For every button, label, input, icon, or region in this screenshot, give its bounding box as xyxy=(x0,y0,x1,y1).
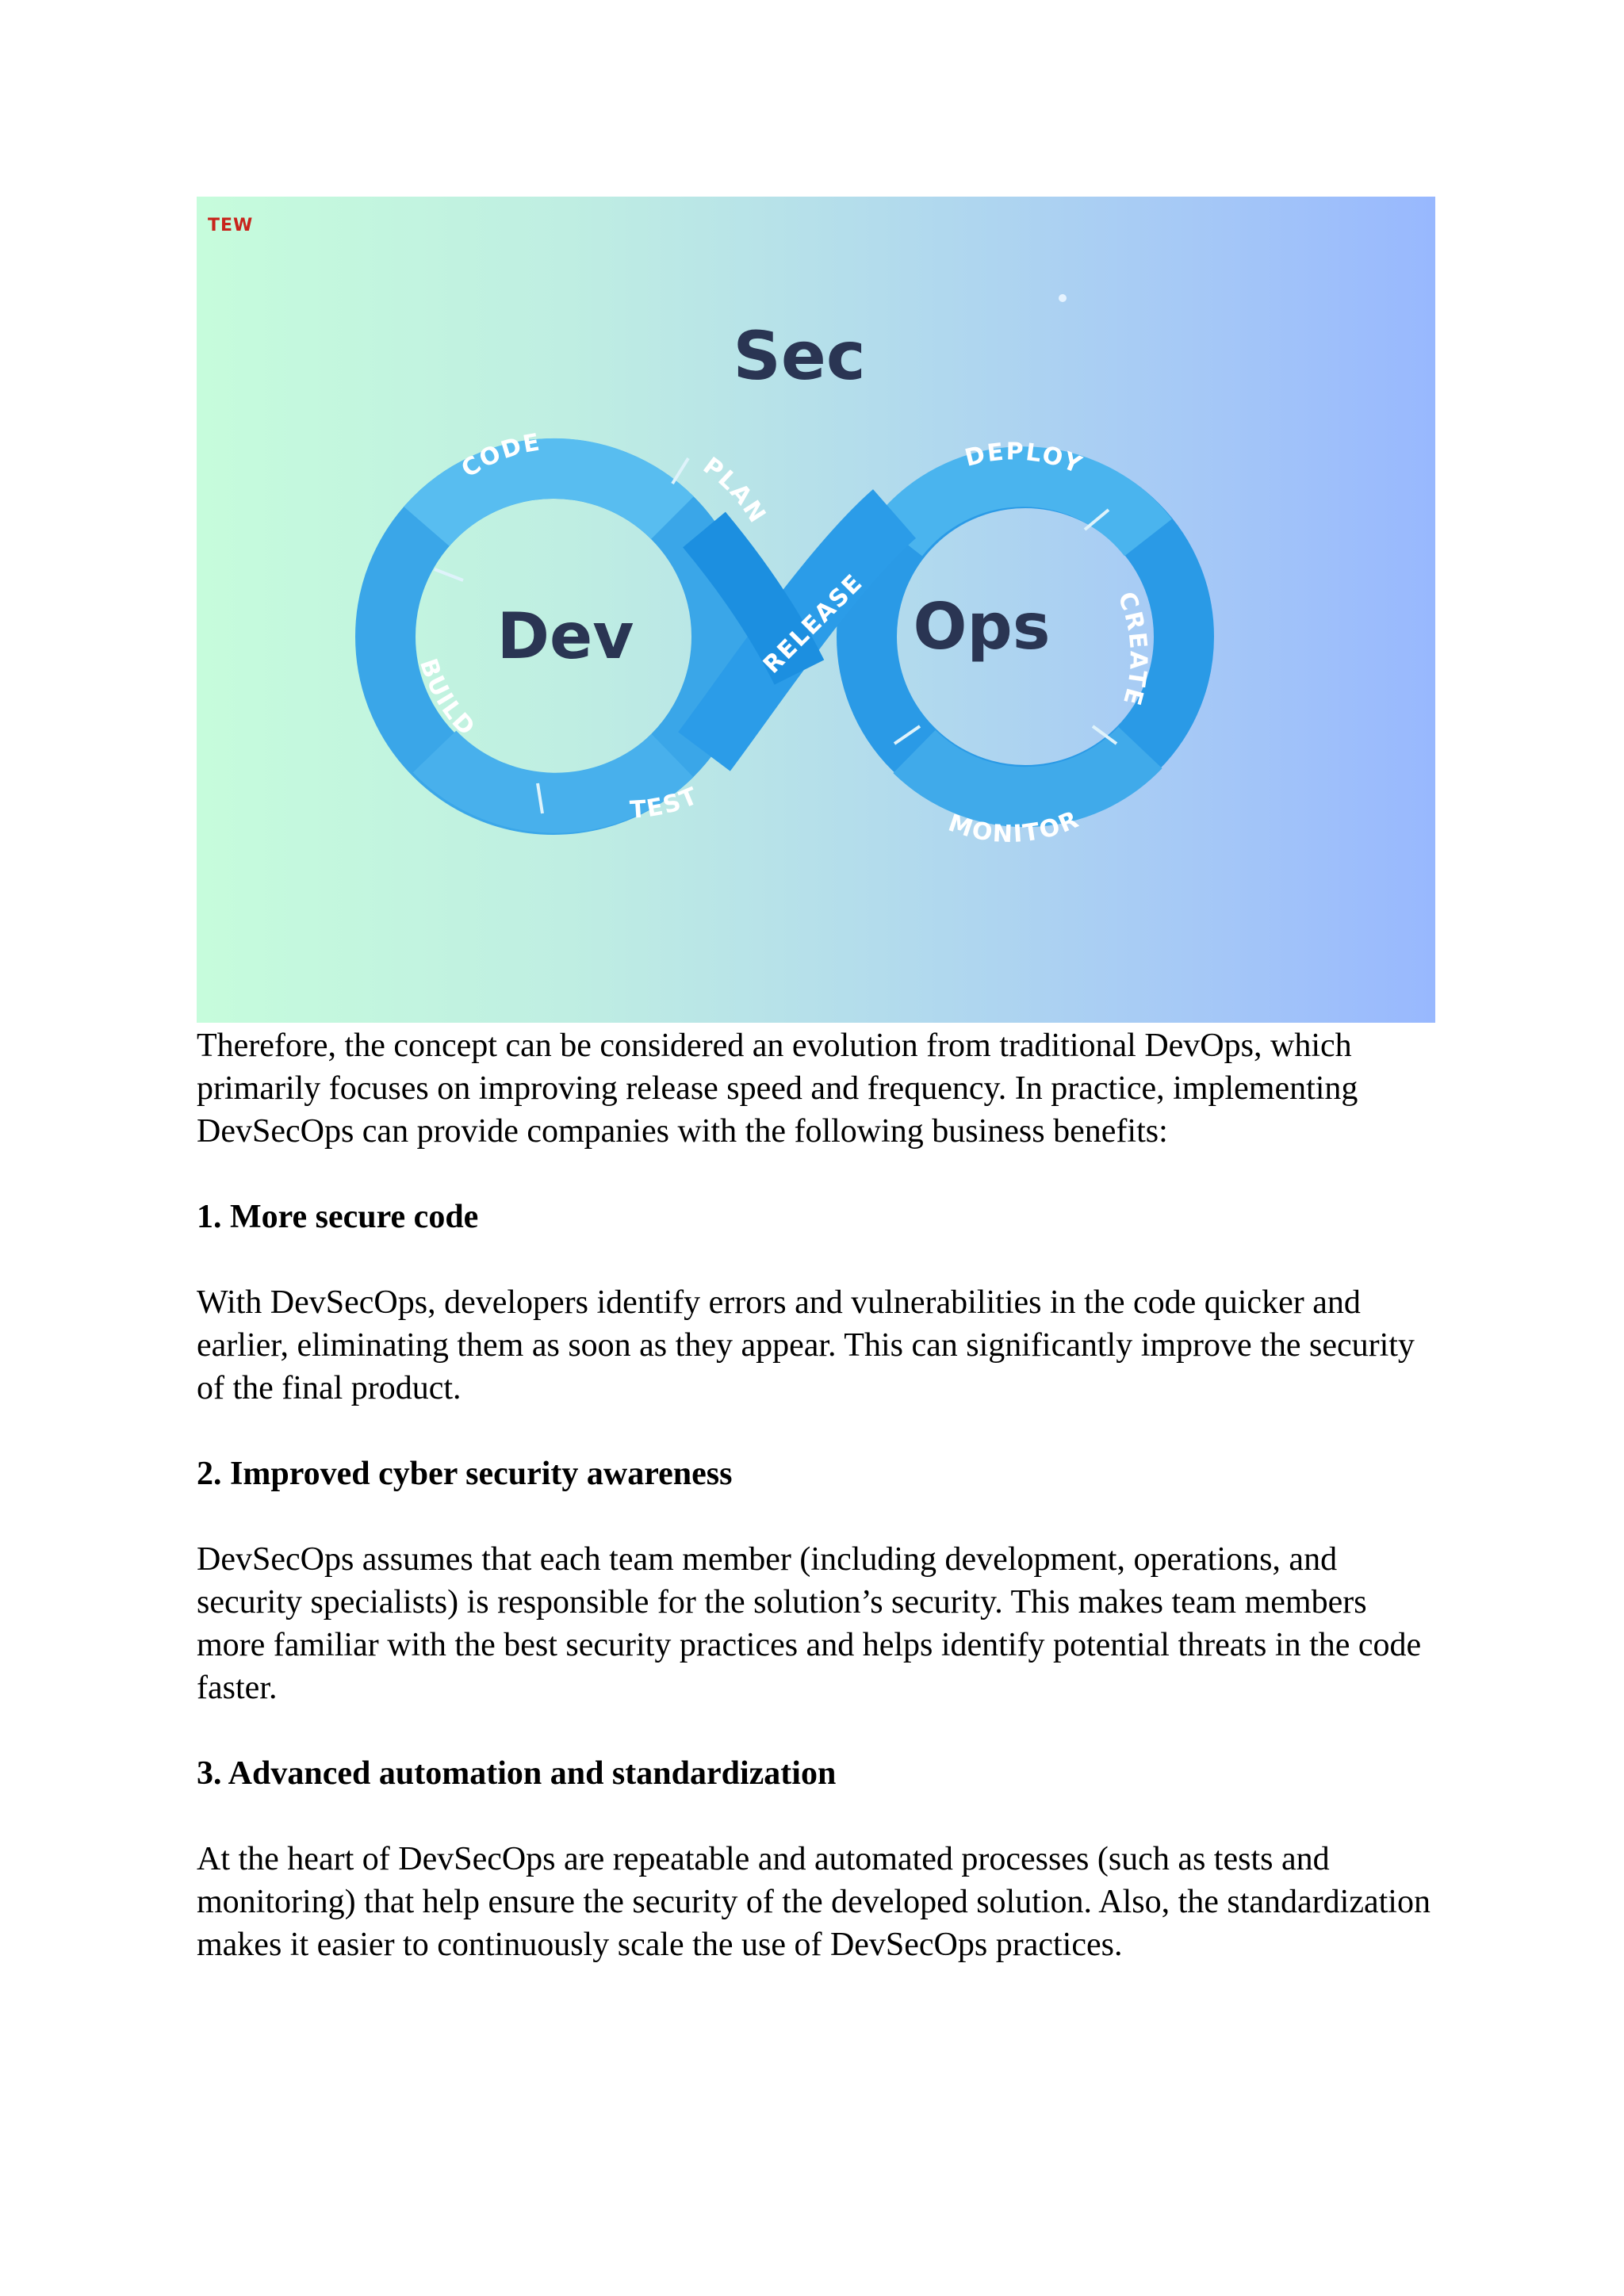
segment-label-test: TEST xyxy=(629,782,703,825)
segment-label-monitor: MONITOR xyxy=(944,805,1084,849)
article-body xyxy=(197,1024,1435,1966)
dev-ring-bottom-segment xyxy=(435,752,672,803)
dev-label: Dev xyxy=(496,599,634,673)
section-body-2: DevSecOps assumes that each team member (including development, operations, and security specialists) is responsible for the solution’s security. This makes team members more familiar with the best security practices and helps identify potential threats in the code faster. xyxy=(197,1541,1422,1706)
sec-title: Sec xyxy=(733,317,866,395)
infinity-diagram xyxy=(197,197,1435,1023)
segment-label-deploy: DEPLOY xyxy=(962,438,1087,480)
tew-watermark: TEW xyxy=(208,216,254,235)
sparkle-dot xyxy=(1059,294,1067,302)
segment-label-code: CODE xyxy=(456,428,543,484)
ops-label: Ops xyxy=(913,590,1051,664)
segment-label-build: BUILD xyxy=(413,655,481,743)
segment-label-create: CREATE xyxy=(1112,588,1152,710)
devsecops-infinity-figure xyxy=(197,197,1435,1023)
dev-ring-top-segment xyxy=(427,469,672,526)
section-heading-1: 1. More secure code xyxy=(197,1199,479,1235)
section-body-1: With DevSecOps, developers identify errors and vulnerabilities in the code quicker and earlier, eliminating them as soon as they appear. This can significantly improve the security of the final product. xyxy=(197,1284,1415,1406)
ops-ring-bottom-segment xyxy=(914,748,1140,797)
segment-label-release: RELEASE xyxy=(757,568,869,679)
intro-paragraph: Therefore, the concept can be considered an evolution from traditional DevOps, which primarily focuses on improving release speed and frequency. In practice, implementing DevSecOps can provide companies with the following business benefits: xyxy=(197,1027,1358,1150)
section-heading-3: 3. Advanced automation and standardization xyxy=(197,1755,837,1792)
section-body-3: At the heart of DevSecOps are repeatable and automated processes (such as tests and monitoring) that help ensure the security of the developed solution. Also, the standardization makes it easier to continuously scale the use of DevSecOps practices. xyxy=(197,1841,1431,1963)
section-heading-2: 2. Improved cyber security awareness xyxy=(197,1456,733,1492)
segment-label-plan: PLAN xyxy=(697,452,772,530)
